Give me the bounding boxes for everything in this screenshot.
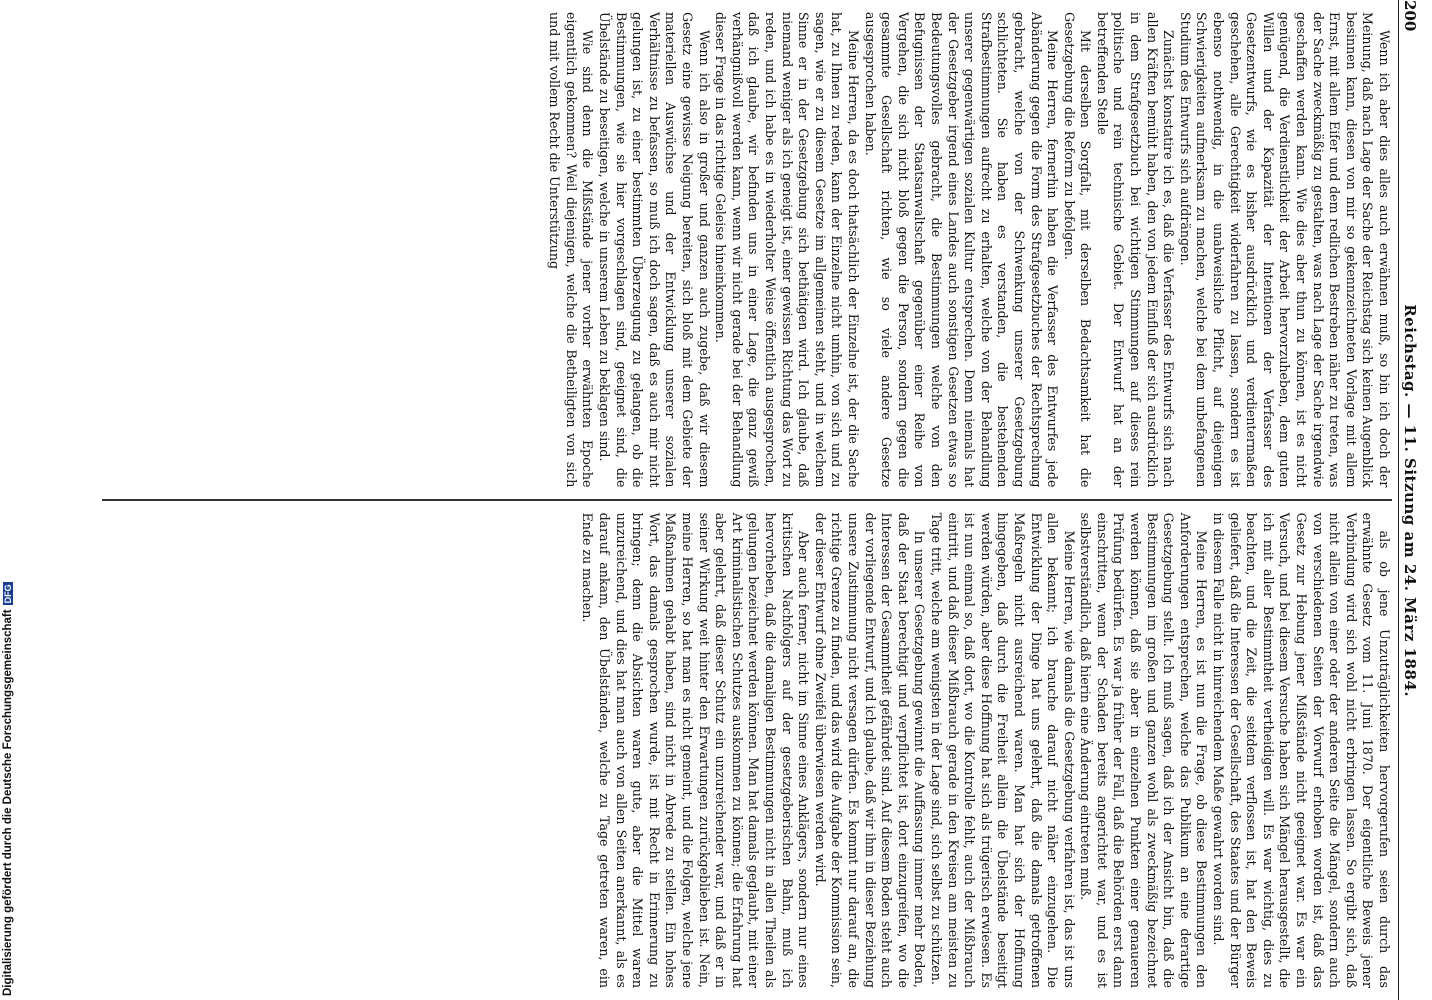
- paragraph: Mit derselben Sorgfalt, mit derselben Bedachtsamkeit hat die Gesetzgebung die Reform zu befolgen.: [1061, 12, 1094, 488]
- digitization-footer: [2, 584, 20, 996]
- paragraph: Meine Herren, da es doch thatsächlich der Einzelne ist, der die Sache hat, zu Ihnen zu reden, kann der Einzelne nicht umhin, von sich und zu sagen, wie er zu diesem Gesetze im allgemeinen steht, und in welchem Sinne er in der Gesetzgebung sich bethätigen wird. Ich glaube, daß niemand weniger als ich geneigt ist, einer gewissen Richtung das Wort zu reden, und ich habe es in wiederholter Weise öffentlich ausgesprochen, daß ich glaube, wir befinden uns in einer Lage, die ganz gewiß verhängnißvoll werden kann, wenn wir nicht gerade bei der Behandlung dieser Frage in das richtige Geleise hineinkommen.: [713, 12, 861, 488]
- paragraph: Meine Herren, fernerhin haben die Verfasser des Entwurfes jede Abänderung gegen die Form des Strafgesetzbuches der Rechtsprechung gebracht, welche von der Schwenkung unserer Gesetzgebung schlichteten. Sie haben es verstanden, die bestehenden Strafbestimmungen aufrecht zu erhalten, welche von der Behandlung unserer gegenwärtigen sozialen Kultur entsprechen. Denn niemals hat der Gesetzgeber irgend eines Landes auch sonstigen Gesetzen etwas so Bedeutungsvolles gebracht, die Bestimmungen welche von den Befugnissen der Staatsanwaltschaft gegenüber einer Reihe von Vergehen, die sich nicht bloß gegen die Person, sondern gegen die gesammte Gesellschaft richten, wie so viele andere Gesetze ausgesprochen haben.: [862, 12, 1061, 488]
- rotated-newspaper-sheet: [100, 0, 1420, 1000]
- paragraph: Aber auch ferner, nicht im Sinne eines Anklägers, sondern nur eines kritischen Nachfolgers auf der gesetzgeberischen Bahn, muß ich hervorheben, daß die damaligen Bestimmungen nicht in allen Theilen als gelungen bezeichnet werden können. Man hat damals geglaubt, mit einer Art kriminalistischen Schutzes auskommen zu können; die Erfahrung hat aber gelehrt, daß dieser Schutz ein unzureichender war, und daß er in seiner Wirkung weit hinter den Erwartungen zurückgeblieben ist. Nein, meine Herren, so hat man es nicht gemeint, und die Folgen, welche jene Maßnahmen gehabt haben, sind nicht in Abrede zu stellen. Ein hohes Wort, das damals gesprochen wurde, ist mit Recht in Erinnerung zu bringen; denn die Absichten waren gute, aber die Mittel waren unzureichend, und dies hat man auch von allen Seiten anerkannt, als es darauf ankam, den Übelständen, welche zu Tage getreten waren, ein Ende zu machen.: [580, 512, 812, 988]
- running-head: Reichstag. — 11. Sitzung am 24. März 1884.: [1401, 304, 1419, 698]
- paragraph: Meine Herren, es ist nun die Frage, ob diese Bestimmungen den Anforderungen entsprechen, welche das Publikum an eine derartige Gesetzgebung stellt. Ich muß sagen, daß ich der Ansicht bin, daß die Bestimmungen im großen und ganzen wohl als zweckmäßig bezeichnet werden können, daß sie aber in einzelnen Punkten einer genaueren Prüfung bedürfen. Es war ja früher der Fall, daß die Behörden erst dann einschritten, wenn der Schaden bereits angerichtet war, und es ist selbstverständlich, daß hierin eine Änderung eintreten muß.: [1078, 512, 1210, 988]
- paragraph: Wenn ich also in großer und ganzen auch zugebe, daß wir diesem Gesetz eine gewisse Neigung bereiten, sich bloß mit dem Gebiete der materiellen Auswüchse und der Entwicklung unserer sozialen Verhältnisse zu befassen, so muß ich doch sagen, daß es auch mir nicht gelungen ist, zu einer bestimmten Überzeugung zu gelangen, ob die Bestimmungen, wie sie hier vorgeschlagen sind, geeignet sind, die Übelstände zu beseitigen, welche in unserem Leben zu beklagen sind.: [597, 12, 712, 488]
- paragraph: Wenn ich aber dies alles auch erwähnen muß, so bin ich doch der Meinung, daß nach Lage der Sache der Reichstag sich keinen Augenblick besinnen kann, diesen von mir so gekennzeichneten Vorlage mit allem Ernst, mit allem Eifer und dem redlichen Bestreben näher zu treten, was der Sache zweckmäßig zu gestalten, was nach Lage der Sache irgendwie geschaffen werden kann. Wie dies aber thun zu können, ist es nicht genügend, die Verdienstlichkeit der Arbeit hervorzuheben, dem guten Willen und der Kapazität der Intentionen der Verfasser des Gesetzentwurfs, wie es bisher ausdrücklich und verdientermaßen geschehen, alle Gerechtigkeit widerfahren zu lassen, sondern es ist ebenso nothwendig, in die unabweisliche Pflicht, auf diejenigen Schwierigkeiten aufmerksam zu machen, welche bei dem unbefangenen Studium des Entwurfs sich aufdrängen.: [1177, 12, 1392, 488]
- page-number: 200: [1401, 0, 1419, 32]
- paragraph: In unserer Gesetzgebung gewinnt die Auffassung immer mehr Boden, daß der Staat berechtigt und verpflichtet ist, dort einzugreifen, wo die Interessen der Gesammtheit gefährdet sind. Auf diesem Boden steht auch der vorliegende Entwurf, und ich glaube, daß wir ihm in dieser Beziehung unsere Zustimmung nicht versagen dürfen. Es kommt nur darauf an, die richtige Grenze zu finden, und das wird die Aufgabe der Kommission sein, der dieser Entwurf ohne Zweifel überwiesen werden wird.: [812, 512, 928, 988]
- digitization-credit: Digitalisierung gefördert durch die Deutsche Forschungsgemeinschaft: [2, 609, 14, 996]
- dfg-logo: DFG: [2, 584, 13, 604]
- paragraph: Zunächst konstatire ich es, daß die Verfasser des Entwurfs sich nach allen Kräften bemüht haben, den von jedem Einfluß der sich ausdrücklich in dem Strafgesetzbuch bei wichtigen Stimmungen auf dieses rein politische und rein technische Gebiet. Der Entwurf hat an der betreffenden Stelle: [1094, 12, 1177, 488]
- page-header: [1398, 0, 1420, 1000]
- paragraph: als ob jene Unzuträglichkeiten hervorgerufen seien durch das erwähnte Gesetz vom 11. Juni 1870. Der eigentliche Beweis jener Verbindung wird sich wohl nicht erbringen lassen. So ergibt sich, daß nicht allein von einer oder der anderen Seite die Mängel, sondern auch von verschiedenen Seiten der Vorwurf erhoben worden ist, daß das Gesetz zur Hebung jener Mißstände nicht geeignet war. Es war ein Versuch, und bei diesem Versuche haben sich Mängel herausgestellt, die ich mit aller Bestimmtheit vertheidigen will. Es war wichtig, dies zu beachten, und die Zeit, die seitdem verflossen ist, hat den Beweis geliefert, daß die Interessen der Gesellschaft, des Staates und der Bürger in diesem Falle nicht in hinreichendem Maße gewahrt worden sind.: [1211, 512, 1392, 988]
- text-columns: [102, 0, 1392, 1000]
- paragraph: Wie sind denn die Mißstände jener vorher erwähnten Epoche eigentlich gekommen? Weil diejenigen, welche die Betheiligten von sich und mit vollem Recht die Unterstützung: [547, 12, 596, 488]
- column-right: [102, 501, 1392, 1000]
- footer-text: [2, 582, 14, 996]
- paragraph: Meine Herren, wie damals die Gesetzgebung verfahren ist, das ist uns allen bekannt; ich brauche darauf nicht näher einzugehen. Die Entwicklung der Dinge hat uns gelehrt, daß die damals getroffenen Maßregeln nicht ausreichend waren. Man hat sich der Hoffnung hingegeben, daß durch die Freiheit allein die Übelstände beseitigt werden würden, aber diese Hoffnung hat sich als trügerisch erwiesen. Es ist nun einmal so, daß dort, wo die Kontrolle fehlt, auch der Mißbrauch eintritt, und daß dieser Mißbrauch gerade in den Kreisen am meisten zu Tage tritt, welche am wenigsten in der Lage sind, sich selbst zu schützen.: [928, 512, 1077, 988]
- column-left: [102, 0, 1392, 499]
